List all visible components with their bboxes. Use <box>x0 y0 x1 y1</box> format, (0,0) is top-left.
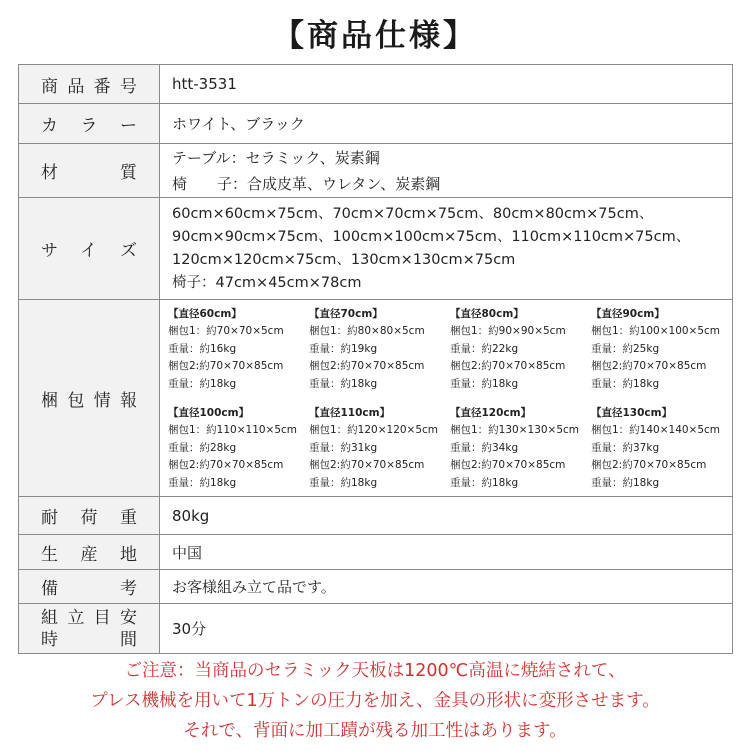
package-label: 梱包情報 <box>41 390 137 411</box>
package-heading: 【直径100cm】 <box>168 407 250 420</box>
color-value: ホワイト、ブラック <box>172 115 305 133</box>
package-heading: 【直径120cm】 <box>450 407 532 420</box>
assembly-label <box>41 607 137 651</box>
material-label: 材質 <box>41 163 137 183</box>
label-cell <box>19 497 160 535</box>
package-block <box>309 405 450 492</box>
origin-value: 中国 <box>172 543 203 562</box>
package-block <box>309 306 450 393</box>
package-1-weight: 重量：約22kg <box>450 342 519 355</box>
package-heading: 【直径90cm】 <box>591 308 665 320</box>
value-cell <box>160 198 733 300</box>
value-cell <box>160 104 733 144</box>
value-cell <box>160 65 733 104</box>
value-cell <box>160 497 733 535</box>
value-cell <box>160 144 733 198</box>
package-1-weight: 重量：約34kg <box>450 441 519 454</box>
package-2-size: 梱包2:約70×70×85cm <box>309 360 425 373</box>
size-line: 120cm×120cm×75cm、130cm×130cm×75cm <box>172 251 516 268</box>
package-block <box>450 405 591 492</box>
label-cell <box>19 104 160 144</box>
value-cell <box>160 570 733 604</box>
notice-line: それで、背面に加工蹟が残る加工性はあります。 <box>183 721 567 741</box>
package-block <box>591 306 732 393</box>
package-1-weight: 重量：約28kg <box>168 441 237 454</box>
spec-row-size <box>19 198 733 300</box>
package-1-weight: 重量：約16kg <box>168 342 237 355</box>
package-1-weight: 重量：約19kg <box>309 342 378 355</box>
value-cell <box>160 300 733 497</box>
package-2-weight: 重量：約18kg <box>591 377 660 390</box>
assembly-value: 30分 <box>172 620 207 639</box>
label-cell <box>19 570 160 604</box>
package-1-size: 梱包1：約140×140×5cm <box>591 424 721 437</box>
package-1-weight: 重量：約31kg <box>309 441 378 454</box>
package-1-size: 梱包1：約100×100×5cm <box>591 325 721 338</box>
package-1-size: 梱包1：約120×120×5cm <box>309 424 439 437</box>
size-label: サイズ <box>41 241 137 261</box>
spec-row-material <box>19 144 733 198</box>
spec-row-package <box>19 300 733 497</box>
package-2-size: 梱包2:約70×70×85cm <box>168 360 284 373</box>
label-cell <box>19 144 160 198</box>
package-2-size: 梱包2:約70×70×85cm <box>591 360 707 373</box>
size-line: 60cm×60cm×75cm、70cm×70cm×75cm、80cm×80cm×75cm、 <box>172 205 654 222</box>
package-block <box>168 405 309 492</box>
package-heading: 【直径110cm】 <box>309 407 391 420</box>
package-2-weight: 重量：約18kg <box>309 476 378 489</box>
assembly-label-line1: 組立目安 <box>41 607 137 628</box>
package-2-weight: 重量：約18kg <box>450 476 519 489</box>
color-label: カラー <box>41 116 137 136</box>
load-label: 耐荷重 <box>41 508 137 529</box>
package-heading: 【直径70cm】 <box>309 308 383 320</box>
material-table-line: テーブル：セラミック、炭素鋼 <box>172 148 380 167</box>
package-2-size: 梱包2:約70×70×85cm <box>450 360 566 373</box>
label-cell <box>19 198 160 300</box>
spec-row-load <box>19 497 733 535</box>
package-2-weight: 重量：約18kg <box>591 476 660 489</box>
label-cell <box>19 65 160 104</box>
package-heading: 【直径60cm】 <box>168 308 242 320</box>
package-2-size: 梱包2:約70×70×85cm <box>450 459 566 472</box>
package-1-weight: 重量：約25kg <box>591 342 660 355</box>
value-cell <box>160 535 733 570</box>
material-chair-line: 椅 子：合成皮革、ウレタン、炭素鋼 <box>172 174 441 193</box>
spec-row-origin <box>19 535 733 570</box>
load-value: 80kg <box>172 506 210 525</box>
package-2-weight: 重量：約18kg <box>168 377 237 390</box>
label-cell <box>19 604 160 654</box>
label-cell <box>19 535 160 570</box>
spec-table <box>18 64 733 654</box>
size-line: 90cm×90cm×75cm、100cm×100cm×75cm、110cm×110cm×75cm、 <box>172 228 691 245</box>
package-block <box>168 306 309 393</box>
package-2-weight: 重量：約18kg <box>168 476 237 489</box>
package-2-weight: 重量：約18kg <box>309 377 378 390</box>
remarks-value: お客様組み立て品です。 <box>172 578 336 597</box>
package-1-size: 梱包1：約70×70×5cm <box>168 325 284 338</box>
notice-line: ご注意：当商品のセラミック天板は1200℃高温に焼結されて、 <box>124 661 626 681</box>
spec-row-assembly <box>19 604 733 654</box>
number-value: htt-3531 <box>172 75 237 93</box>
page-title: 【商品仕様】 <box>273 18 477 54</box>
label-cell <box>19 300 160 497</box>
origin-label: 生産地 <box>41 544 137 565</box>
number-label: 商品番号 <box>41 76 137 97</box>
package-1-size: 梱包1：約90×90×5cm <box>450 325 566 338</box>
package-heading: 【直径80cm】 <box>450 308 524 320</box>
notice-text <box>0 656 750 746</box>
package-1-weight: 重量：約37kg <box>591 441 660 454</box>
package-heading: 【直径130cm】 <box>591 407 673 420</box>
notice-line: プレス機械を用いて1万トンの圧力を加え、金具の形状に変形させます。 <box>90 691 660 711</box>
assembly-label-line2: 時間 <box>41 629 137 650</box>
value-cell <box>160 604 733 654</box>
package-block <box>591 405 732 492</box>
package-2-size: 梱包2:約70×70×85cm <box>309 459 425 472</box>
spec-row-remarks <box>19 570 733 604</box>
package-1-size: 梱包1：約110×110×5cm <box>168 424 298 437</box>
spec-row-number <box>19 65 733 104</box>
package-2-size: 梱包2:約70×70×85cm <box>168 459 284 472</box>
package-2-size: 梱包2:約70×70×85cm <box>591 459 707 472</box>
package-grid <box>168 300 732 496</box>
remarks-label: 備考 <box>41 579 137 600</box>
package-1-size: 梱包1：約130×130×5cm <box>450 424 580 437</box>
chair-size-line: 椅子：47cm×45cm×78cm <box>172 274 362 291</box>
package-2-weight: 重量：約18kg <box>450 377 519 390</box>
package-1-size: 梱包1：約80×80×5cm <box>309 325 425 338</box>
spec-row-color <box>19 104 733 144</box>
package-block <box>450 306 591 393</box>
